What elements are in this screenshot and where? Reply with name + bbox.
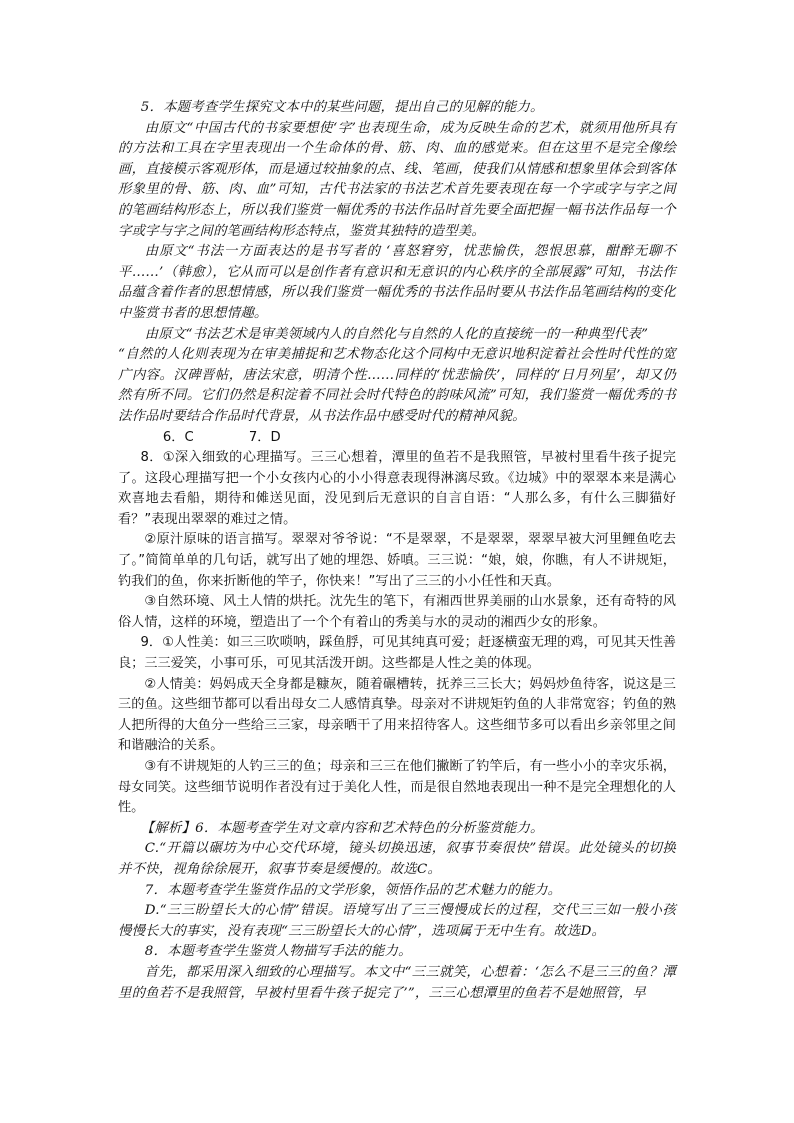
answer-content: [118, 98, 676, 1004]
paragraph-q5-point-3a: 由原文“书法艺术是审美领域内人的自然化与自然的人化的直接统一的一种典型代表”: [144, 326, 649, 342]
paragraph-q8-point-2: ②原汁原味的语言描写。翠翠对爷爷说：“不是翠翠，不是翠翠，翠翠早被大河里鲤鱼吃去了。”简简单单的几句话，就写出了她的埋怨、娇嗔。三三说：“娘，娘，你瞧，有人不讲规矩，钓我们的鱼，你来折断他的竿子，你快来！”写出了三三的小小任性和天真。: [118, 532, 676, 589]
paragraph-q9-point-2: ②人情美：妈妈成天全身都是糠灰，随着碾槽转，抚养三三长大；妈妈炒鱼待客，说这是三三的鱼。这些细节都可以看出母女二人感情真挚。母亲对不讲规矩钓鱼的人非常宽容；钓鱼的熟人把所得的大鱼分一些给三三家，母亲晒干了用来招待客人。这些细节多可以看出乡亲邻里之间和谐融洽的关系。: [118, 676, 676, 754]
paragraph-q5-heading: 5．本题考查学生探究文本中的某些问题，提出自己的见解的能力。: [140, 100, 544, 115]
paragraph-analysis-8: 8．本题考查学生鉴赏人物描写手法的能力。: [144, 944, 412, 960]
answer-7: 7．D: [248, 429, 281, 445]
paragraph-q5-point-3b: “自然的人化则表现为在审美捕捉和艺术物态化这个同构中无意识地积淀着社会性时代性的宽广内容。汉碑晋帖，唐法宋意，明清个性……同样的‘忧悲愉佚’，同样的‘日月列星’，却又仍然有所不同。它们仍然是积淀着不同社会时代特色的韵味风流”可知，我们鉴赏一幅优秀的书法作品时要结合作品时代背景，从书法作品中感受时代的精神风貌。: [118, 347, 676, 424]
paragraph-q9-point-1: 9．①人性美：如三三吹唢呐，踩鱼脬，可见其纯真可爱；赶逐横蛮无理的鸡，可见其天性善良；三三爱笑，小事可乐，可见其活泼开朗。这些都是人性之美的体现。: [118, 635, 676, 672]
paragraph-analysis-7: 7．本题考查学生鉴赏作品的文学形象，领悟作品的艺术魅力的能力。: [144, 882, 562, 898]
paragraph-q8-point-1: 8．①深入细致的心理描写。三三心想着，潭里的鱼若不是我照管，早被村里看牛孩子捉完了。这段心理描写把一个小女孩内心的小小得意表现得淋漓尽致。《边城》中的翠翠本来是满心欢喜地去看船，期待和傩送见面，没见到后无意识的自言自语：“人那么多，有什么三脚猫好看？”表现出翠翠的难过之情。: [118, 450, 676, 527]
paragraph-analysis-8-detail: 首先，都采用深入细致的心理描写。本文中“三三就笑，心想着：‘怎么不是三三的鱼？潭里的鱼若不是我照管，早被村里看牛孩子捉完了’”，三三心想潭里的鱼若不是她照管，早: [118, 964, 676, 1001]
paragraph-analysis-6-detail: C.“开篇以碾坊为中心交代环境，镜头切换迅速，叙事节奏很快”错误。此处镜头的切换并不快，视角徐徐展开，叙事节奏是缓慢的。故选C。: [118, 841, 676, 877]
paragraph-q5-point-2: 由原文“书法一方面表达的是书写者的 ‘喜怒窘穷，忧悲愉佚，怨恨思慕，酣醉无聊不平……’（韩愈），它从而可以是创作者有意识和无意识的内心秩序的全部展露”可知，书法作品蕴含着作者的思想情感，所以我们鉴赏一幅优秀的书法作品时要从书法作品笔画结构的变化中鉴赏书者的思想情趣。: [118, 244, 676, 321]
paragraph-q8-point-3: ③自然环境、风土人情的烘托。沈先生的笔下，有湘西世界美丽的山水景象，还有奇特的风俗人情，这样的环境，塑造出了一个个有着山的秀美与水的灵动的湘西少女的形象。: [118, 594, 676, 630]
paragraph-answers-6-7: [118, 428, 676, 449]
paragraph-analysis-6: 【解析】6．本题考查学生对文章内容和艺术特色的分析鉴赏能力。: [140, 820, 544, 836]
paragraph-analysis-7-detail: D.“三三盼望长大的心情”错误。语境写出了三三慢慢成长的过程，交代三三如一般小孩慢慢长大的事实，没有表现“三三盼望长大的心情”，选项属于无中生有。故选D。: [118, 903, 676, 939]
paragraph-q5-point-1: 由原文“中国古代的书家要想使‘字’也表现生命，成为反映生命的艺术，就须用他所具有的方法和工具在字里表现出一个生命体的骨、筋、肉、血的感觉来。但在这里不是完全像绘画，直接模示客观形体，而是通过较抽象的点、线、笔画，使我们从情感和想象里体会到客体形象里的骨、筋、肉、血”可知，古代书法家的书法艺术首先要表现在每一个字或字与字之间的笔画结构形态上，所以我们鉴赏一幅优秀的书法作品时首先要全面把握一幅书法作品每一个字或字与字之间的笔画结构形态特点，鉴赏其独特的造型美。: [118, 120, 676, 239]
answer-6: 6．C: [162, 429, 194, 445]
paragraph-q9-point-3: ③有不讲规矩的人钓三三的鱼；母亲和三三在他们撇断了钓竿后，有一些小小的幸灾乐祸，母女同笑。这些细节说明作者没有过于美化人性，而是很自然地表现出一种不是完全理想化的人性。: [118, 759, 676, 816]
